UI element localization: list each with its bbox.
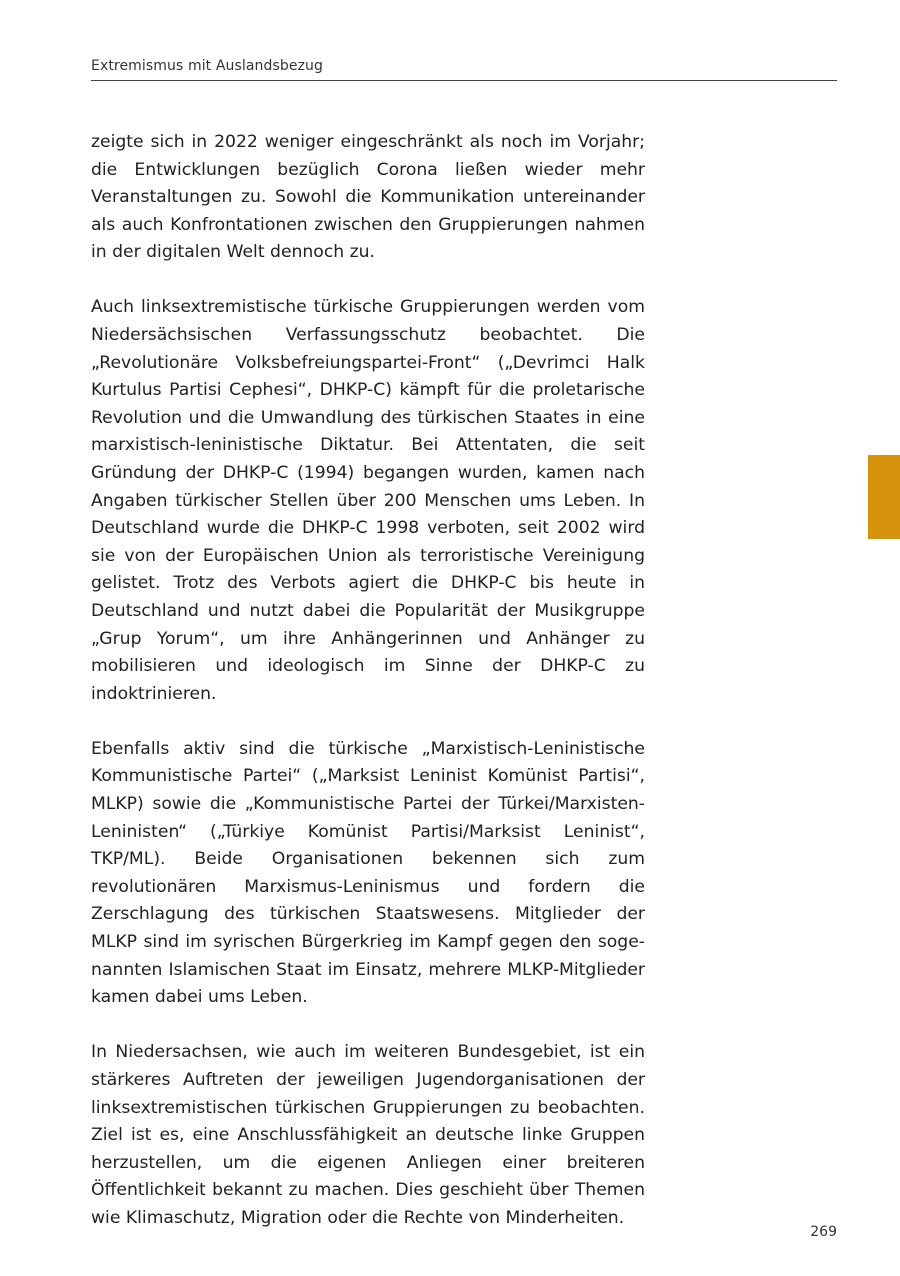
page-number: 269	[810, 1224, 837, 1240]
body-paragraph-2: Auch linksextremistische türkische Gruppierungen werden vom Niedersächsischen Verfassungsschutz beobachtet. Die „Revolutionäre Volksbefreiungspartei-Front“ („Devrimci Halk Kurtulus Partisi Cephesi“, DHKP-C) kämpft für die proletarische Revolution und die Umwandlung des türkischen Staates in eine marxistisch-leninistische Diktatur. Bei Attentaten, die seit Gründung der DHKP-C (1994) begangen wurden, kamen nach Angaben türkischer Stellen über 200 Menschen ums Leben. In Deutschland wurde die DHKP-C 1998 verboten, seit 2002 wird sie von der Europäischen Union als terroristische Vereinigung gelistet. Trotz des Verbots agiert die DHKP-C bis heute in Deutschland und nutzt dabei die Popularität der Musikgruppe „Grup Yorum“, um ihre Anhängerinnen und Anhänger zu mobilisieren und ideologisch im Sinne der DHKP-C zu indoktrinieren.	[91, 297, 645, 704]
body-text-column	[91, 129, 645, 1260]
header-divider	[91, 80, 837, 81]
body-paragraph-4: In Niedersachsen, wie auch im weiteren Bundesgebiet, ist ein stärkeres Auftreten der jeweiligen Jugendorganisationen der linksextremistischen türkischen Gruppierungen zu beobachten. Ziel ist es, eine Anschlussfähigkeit an deutsche linke Gruppen herzustellen, um die eigenen Anliegen einer breiteren Öffentlichkeit bekannt zu machen. Dies geschieht über Themen wie Klimaschutz, Migration oder die Rechte von Minderheiten.	[91, 1042, 645, 1228]
running-header-title: Extremismus mit Auslandsbezug	[91, 58, 323, 74]
section-marker-tab	[868, 455, 900, 539]
body-paragraph-1: zeigte sich in 2022 weniger eingeschränkt als noch im Vorjahr; die Entwicklungen bezüglich Corona ließen wieder mehr Veranstaltungen zu. Sowohl die Kommunikation untereinander als auch Konfrontationen zwischen den Gruppierungen nahmen in der digitalen Welt dennoch zu.	[91, 132, 645, 263]
body-paragraph-3: Ebenfalls aktiv sind die türkische „Marxistisch-Leninistische Kommunistische Partei“ („Marksist Leninist Komünist Partisi“, MLKP) sowie die „Kommunistische Partei der Türkei/Marxisten-Leninisten“ („Türkiye Komünist Partisi/Marksist Leninist“, TKP/ML). Beide Organisationen bekennen sich zum revolutionären Marxismus-Leninismus und fordern die Zerschlagung des türkischen Staatswesens. Mitglieder der MLKP sind im syrischen Bürgerkrieg im Kampf gegen den sogenannten Islamischen Staat im Einsatz, mehrere MLKP-Mitglieder kamen dabei ums Leben.	[91, 738, 645, 1008]
